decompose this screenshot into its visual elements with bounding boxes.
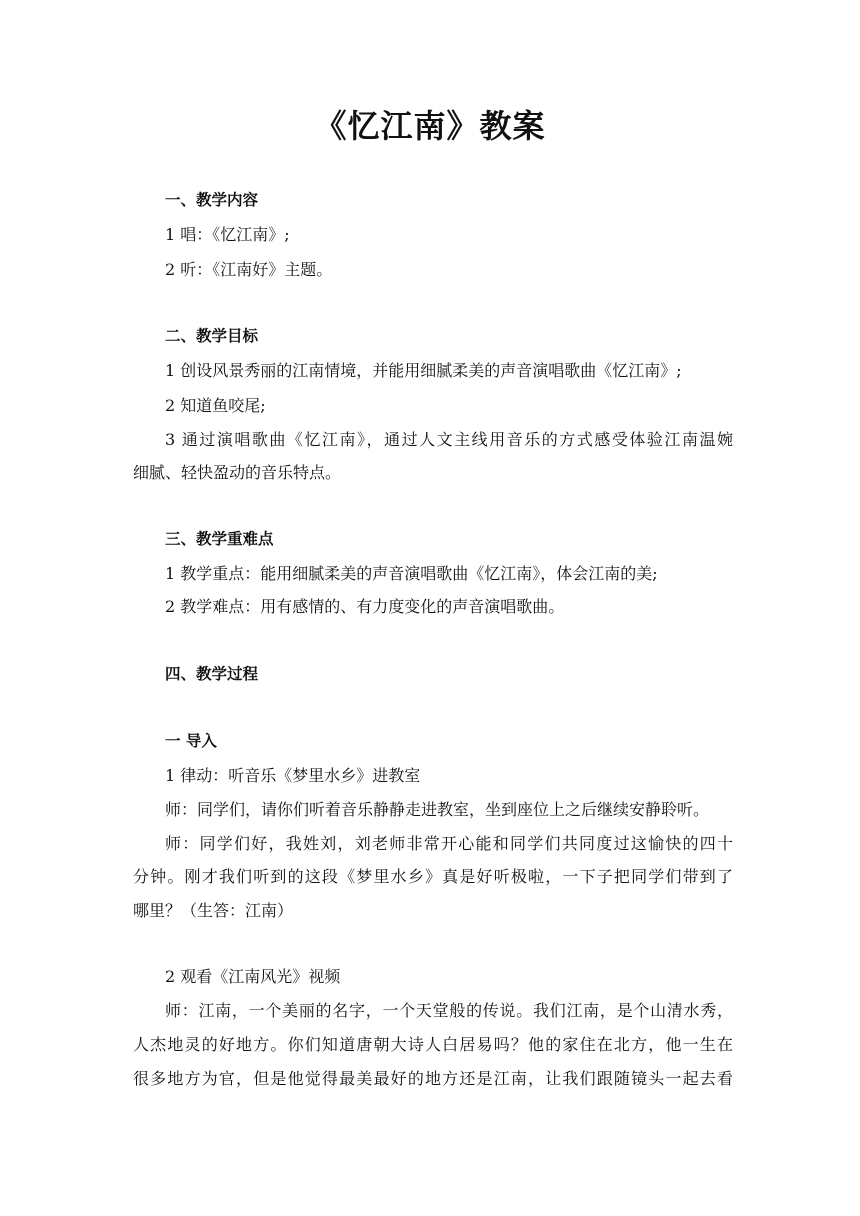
content-line: 细腻、轻快盈动的音乐特点。 <box>133 463 342 482</box>
content-line: 1 创设风景秀丽的江南情境，并能用细腻柔美的声音演唱歌曲《忆江南》; <box>165 361 682 380</box>
content-line: 师：同学们，请你们听着音乐静静走进教室，坐到座位上之后继续安静聆听。 <box>165 800 710 819</box>
content-line: 人杰地灵的好地方。你们知道唐朝大诗人白居易吗？他的家住在北方，他一生在 <box>133 1035 733 1054</box>
content-line: 2 听：《江南好》主题。 <box>165 260 333 279</box>
content-line: 很多地方为官，但是他觉得最美最好的地方还是江南，让我们跟随镜头一起去看 <box>133 1069 733 1088</box>
section-heading: 二、教学目标 <box>165 327 259 345</box>
section-heading: 一、教学内容 <box>165 191 259 209</box>
subsection-heading: 一 导入 <box>165 732 217 750</box>
section-heading: 三、教学重难点 <box>165 530 274 548</box>
content-line: 1 教学重点：能用细腻柔美的声音演唱歌曲《忆江南》，体会江南的美; <box>165 564 658 583</box>
content-line: 2 教学难点：用有感情的、有力度变化的声音演唱歌曲。 <box>165 597 565 616</box>
content-line: 1 律动：听音乐《梦里水乡》进教室 <box>165 766 421 785</box>
content-line: 2 观看《江南风光》视频 <box>165 967 341 986</box>
content-line: 师：同学们好，我姓刘，刘老师非常开心能和同学们共同度过这愉快的四十 <box>165 834 733 853</box>
content-line: 师：江南，一个美丽的名字，一个天堂般的传说。我们江南，是个山清水秀， <box>165 1001 733 1020</box>
document-title: 《忆江南》教案 <box>314 107 546 145</box>
content-line: 分钟。刚才我们听到的这段《梦里水乡》真是好听极啦，一下子把同学们带到了 <box>133 867 733 886</box>
section-heading: 四、教学过程 <box>165 665 259 683</box>
content-line: 2 知道鱼咬尾; <box>165 396 266 415</box>
content-line: 哪里？（生答：江南） <box>133 901 294 920</box>
content-line: 3 通过演唱歌曲《忆江南》，通过人文主线用音乐的方式感受体验江南温婉 <box>165 430 733 449</box>
content-line: 1 唱：《忆江南》; <box>165 225 290 244</box>
